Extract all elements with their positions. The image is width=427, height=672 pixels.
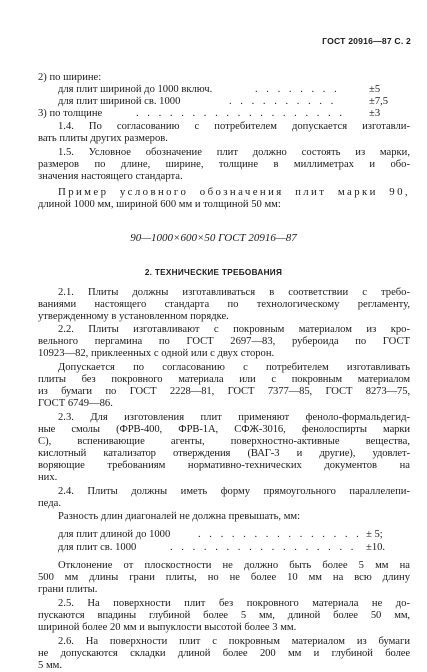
flatness-text: 500 мм длины грани плиты, но не более 10 мм на всю длину [38, 572, 410, 583]
width-item-1: для плит шириной до 1000 включ. [58, 84, 213, 95]
para-2-3: кислотный катализатор отверждения (ВАГ-3 и другие), удовлет- [38, 448, 410, 459]
diagonal-item-1-value: ± 5; [366, 529, 383, 540]
example-text: длиной 1000 мм, шириной 600 мм и толщиной 50 мм: [38, 199, 281, 210]
dot-leader: . . . . . . . . . . . . . . . . . [170, 542, 357, 553]
thickness-label: 3) по толщине [38, 108, 103, 119]
para-2-4: педа. [38, 498, 61, 509]
dot-leader: . . . . . . . . . . [229, 96, 337, 107]
thickness-value: ±3 [369, 108, 381, 119]
diagonal-item-1: для плит длиной до 1000 [58, 529, 171, 540]
para-2-3: 2.3. Для изготовления плит применяют феноло-формальдегид- [58, 412, 410, 423]
para-2-4: 2.4. Плиты должны иметь форму прямоугольного параллелепи- [58, 486, 410, 497]
width-item-2-value: ±7,5 [369, 96, 389, 107]
para-2-2: вельного пергамина по ГОСТ 2697—83, рубероида по ГОСТ [38, 336, 410, 347]
para-2-2: 2.2. Плиты изготавливают с покровным материалом из кро- [58, 324, 410, 335]
dot-leader: . . . . . . . . . . . . . . . [198, 529, 362, 540]
dot-leader: . . . . . . . . [255, 84, 340, 95]
para-1-5: значения настоящего стандарта. [38, 171, 183, 182]
para-2-6: не допускаются складки длиной более 200 мм и глубиной более [38, 648, 410, 659]
flatness-text: Отклонение от плоскостности не должно быть более 5 мм на [58, 560, 410, 571]
para-2-2: Допускается по согласованию с потребителем изготавливать [58, 362, 410, 373]
width-item-2: для плит шириной св. 1000 [58, 96, 181, 107]
diagonal-item-2: для плит св. 1000 [58, 542, 137, 553]
para-2-3: ные смолы (ФРВ-400, ФРВ-1А, СФЖ-3016, фенолоспирты марки [38, 424, 410, 435]
width-label: 2) по ширине: [38, 72, 102, 83]
example-heading: Пример условного обозначения плит марки 90, [58, 186, 410, 198]
para-2-1: 2.1. Плиты должны изготавливаться в соответствии с требо- [58, 287, 410, 298]
para-2-5: пускаются впадины глубиной более 5 мм, длиной более 50 мм, [38, 610, 410, 621]
para-2-5: 2.5. На поверхности плит без покровного материала не до- [58, 598, 410, 609]
page-header: ГОСТ 20916—87 С. 2 [322, 36, 411, 46]
para-2-4: Разность длин диагоналей не должна превышать, мм: [58, 511, 301, 522]
para-1-4: вать плиты других размеров. [38, 133, 168, 144]
para-2-2: ГОСТ 6749—86. [38, 398, 113, 409]
para-2-5: шириной более 20 мм и выпуклости высотой более 3 мм. [38, 622, 297, 633]
para-2-2: плиты без покровного материала или с покровным материалом [38, 374, 410, 385]
para-2-3: них. [38, 472, 58, 483]
para-2-6: 5 мм. [38, 660, 63, 671]
width-item-1-value: ±5 [369, 84, 381, 95]
para-2-1: ваниями настоящего стандарта по технологическому регламенту, [38, 299, 410, 310]
para-2-3: воряющие требованиям нормативно-технических документов на [38, 460, 410, 471]
flatness-text: грани плиты. [38, 584, 98, 595]
para-2-1: утвержденному в установленном порядке. [38, 311, 229, 322]
para-2-2: 10923—82, приклеенных с одной или с двух сторон. [38, 348, 275, 359]
diagonal-item-2-value: ±10. [366, 542, 386, 553]
para-2-3: С), вспенивающие агенты, поверхностно-активные вещества, [38, 436, 410, 447]
designation-formula: 90—1000×600×50 ГОСТ 20916—87 [130, 232, 297, 244]
para-1-5: размеров по длине, ширине, толщине в миллиметрах и обо- [38, 159, 410, 170]
para-2-6: 2.6. На поверхности плит с покровным материалом из бумаги [58, 636, 410, 647]
para-2-2: из бумаги по ГОСТ 2228—81, ГОСТ 7377—85, ГОСТ 8273—75, [38, 386, 410, 397]
dot-leader: . . . . . . . . . . . . . . . . . . . [136, 108, 345, 119]
para-1-5: 1.5. Условное обозначение плит должно состоять из марки, [58, 147, 410, 158]
para-1-4: 1.4. По согласованию с потребителем допускается изготавли- [58, 121, 410, 132]
section-heading: 2. ТЕХНИЧЕСКИЕ ТРЕБОВАНИЯ [144, 268, 283, 277]
